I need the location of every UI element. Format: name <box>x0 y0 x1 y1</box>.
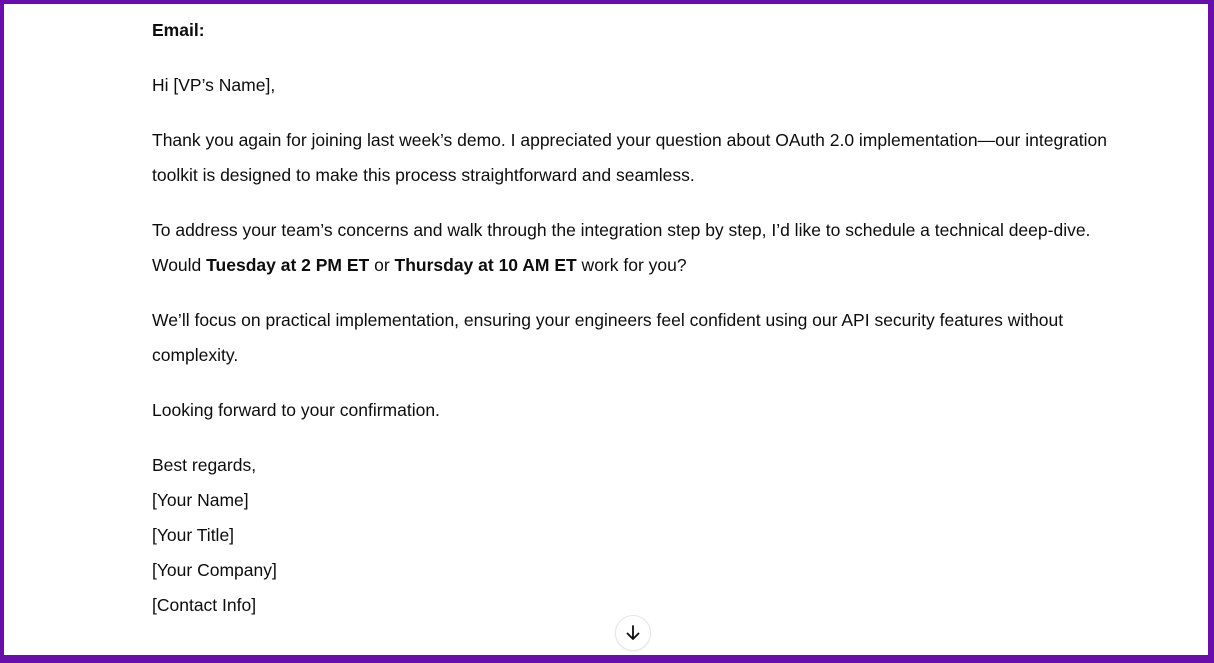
email-heading <box>152 13 1117 48</box>
signature-line: [Your Name] <box>152 490 249 510</box>
signature <box>152 448 1117 623</box>
paragraph-closing: Looking forward to your confirmation. <box>152 400 440 420</box>
email-heading-text: Email: <box>152 20 205 40</box>
chat-window <box>4 4 1208 655</box>
signature-line: [Contact Info] <box>152 595 257 615</box>
text: work for you? <box>576 255 687 275</box>
signature-line: [Your Company] <box>152 560 277 580</box>
text: or <box>369 255 395 275</box>
paragraph-intro: Thank you again for joining last week’s demo. I appreciated your question about OAuth 2.0 implementation—our integration toolkit is designed to make this process straightforward and seamless. <box>152 130 1107 185</box>
paragraph-schedule <box>152 213 1117 283</box>
scroll-to-bottom-button[interactable] <box>615 615 651 651</box>
paragraph-focus: We’ll focus on practical implementation, ensuring your engineers feel confident using our API security features without complexity. <box>152 310 1064 365</box>
signature-line: [Your Title] <box>152 525 235 545</box>
arrow-down-icon <box>624 624 642 642</box>
greeting: Hi [VP’s Name], <box>152 75 276 95</box>
text: To address your team’s concerns and walk through the integration step by step, I’d like to schedule a technical deep-dive. Would <box>152 220 1091 275</box>
option-tuesday: Tuesday at 2 PM ET <box>206 255 370 275</box>
option-thursday: Thursday at 10 AM ET <box>394 255 577 275</box>
email-draft <box>152 13 1117 623</box>
signature-line: Best regards, <box>152 455 257 475</box>
